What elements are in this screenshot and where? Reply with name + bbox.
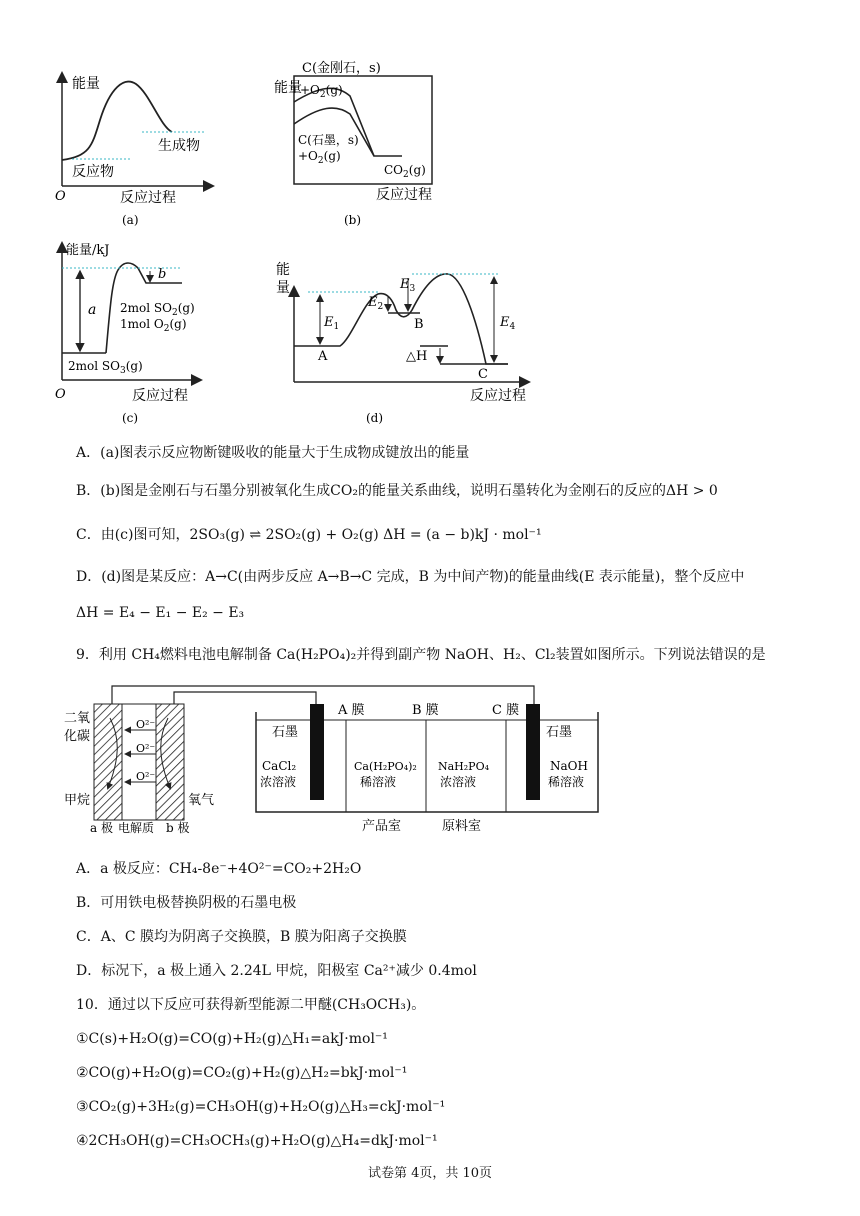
- x-label: 反应过程: [132, 388, 188, 404]
- membrane-c-label: C 膜: [492, 703, 520, 718]
- figure-d: [272, 258, 538, 428]
- sol4-label-2: 稀溶液: [548, 775, 585, 789]
- y-label: 能量: [72, 76, 100, 92]
- x-label: 反应过程: [470, 388, 526, 404]
- a-point: A: [318, 349, 328, 364]
- figure-a: [50, 68, 220, 228]
- co2-label-1: 二氧: [64, 711, 91, 726]
- sol3-label-2: 浓溶液: [440, 775, 477, 789]
- q8-option-d: D．(d)图是某反应：A→C(由两步反应 A→B→C 完成，B 为中间产物)的能量曲线(E 表示能量)，整个反应中: [76, 569, 745, 585]
- x-label: 反应过程: [376, 187, 432, 203]
- b-electrode: [156, 704, 184, 820]
- a-electrode: [94, 704, 122, 820]
- anode-graphite: [310, 704, 324, 800]
- q8-option-d-formula: ΔH = E₄ − E₁ − E₂ − E₃: [76, 605, 245, 621]
- sol3-label-1: NaH₂PO₄: [438, 760, 490, 773]
- ch4-label: 甲烷: [64, 793, 91, 808]
- y-label: 能量/kJ: [66, 243, 110, 258]
- origin-label: O: [55, 189, 66, 204]
- membrane-a-label: A 膜: [338, 703, 365, 718]
- q9-option-a: A．a 极反应：CH₄-8e⁻+4O²⁻=CO₂+2H₂O: [76, 861, 362, 877]
- top-label-1: C(金刚石，s): [302, 61, 381, 76]
- e1-label: $E_1$: [324, 315, 340, 332]
- a-pole-label: a 极: [90, 821, 113, 835]
- o2-ion-2: O²⁻: [136, 742, 156, 755]
- q9-option-d: D．标况下，a 极上通入 2.24L 甲烷，阳极室 Ca²⁺减少 0.4mol: [76, 963, 477, 979]
- o2-label: 氧气: [188, 793, 215, 808]
- o2-ion-3: O²⁻: [136, 770, 156, 783]
- graphite-left-label: 石墨: [272, 725, 299, 740]
- e3-label: $E_3$: [400, 277, 416, 294]
- graphite-right-label: 石墨: [546, 725, 573, 740]
- b-pole-label: b 极: [166, 821, 190, 835]
- figure-b: [272, 58, 452, 228]
- origin-label: O: [55, 387, 66, 402]
- e4-label: $E_4$: [500, 315, 516, 332]
- q8-option-b: B．(b)图是金刚石与石墨分别被氧化生成CO₂的能量关系曲线，说明石墨转化为金刚石的反应的ΔH > 0: [76, 483, 718, 499]
- caption-a: (a): [122, 213, 139, 227]
- e2-label: $E_2$: [368, 295, 384, 312]
- electrolysis-figure: [60, 678, 620, 838]
- product-label: 生成物: [158, 138, 200, 154]
- a-label: a: [88, 302, 97, 318]
- mid-label-2: $+O_2(g)$: [298, 149, 341, 166]
- figure-c: [50, 238, 230, 428]
- caption-d: (d): [366, 411, 384, 425]
- q9-option-b: B．可用铁电极替换阴极的石墨电极: [76, 895, 297, 911]
- c-point: C: [478, 367, 488, 382]
- b-label: b: [158, 267, 167, 282]
- product-room-label: 产品室: [362, 819, 402, 834]
- q8-option-a: A．(a)图表示反应物断键吸收的能量大于生成物成键放出的能量: [76, 445, 470, 461]
- y-label: 能量: [274, 80, 302, 96]
- q10-eq-1: ①C(s)+H₂O(g)=CO(g)+H₂(g)△H₁=akJ·mol⁻¹: [76, 1031, 388, 1047]
- sol4-label-1: NaOH: [550, 759, 588, 773]
- electrolyte-label: 电解质: [118, 821, 155, 835]
- q10-eq-4: ④2CH₃OH(g)=CH₃OCH₃(g)+H₂O(g)△H₄=dkJ·mol⁻¹: [76, 1133, 438, 1149]
- energy-curve: [62, 82, 172, 160]
- state-1: 2mol $SO_2(g)$: [120, 301, 195, 318]
- y-label-2: 量: [276, 280, 290, 296]
- state-2: 1mol $O_2(g)$: [120, 317, 187, 334]
- wire-a-to-cathode: [112, 686, 534, 704]
- q10-stem: 10．通过以下反应可获得新型能源二甲醚(CH₃OCH₃)。: [76, 997, 426, 1013]
- co2-label-2: 化碳: [64, 729, 91, 744]
- y-label-1: 能: [276, 262, 290, 278]
- sol1-label-2: 浓溶液: [260, 775, 297, 789]
- q8-option-c: C．由(c)图可知，2SO₃(g) ⇌ 2SO₂(g) + O₂(g) ΔH = (a − b)kJ · mol⁻¹: [76, 527, 542, 543]
- top-label-2: $+O_2(g)$: [300, 83, 343, 100]
- q10-eq-3: ③CO₂(g)+3H₂(g)=CH₃OH(g)+H₂O(g)△H₃=ckJ·mol⁻¹: [76, 1099, 446, 1115]
- caption-b: (b): [344, 213, 362, 227]
- membrane-b-label: B 膜: [412, 703, 439, 718]
- product-label: $CO_2(g)$: [384, 163, 426, 180]
- q9-option-c: C．A、C 膜均为阴离子交换膜，B 膜为阳离子交换膜: [76, 929, 407, 945]
- b-point: B: [414, 317, 424, 332]
- cathode-graphite: [526, 704, 540, 800]
- caption-c: (c): [122, 411, 139, 425]
- dh-label: △H: [406, 349, 428, 364]
- raw-room-label: 原料室: [442, 819, 482, 834]
- q10-eq-2: ②CO(g)+H₂O(g)=CO₂(g)+H₂(g)△H₂=bkJ·mol⁻¹: [76, 1065, 408, 1081]
- sol2-label-2: 稀溶液: [360, 775, 397, 789]
- bottom-label: 2mol $SO_3(g)$: [68, 359, 143, 376]
- sol2-label-1: Ca(H₂PO₄)₂: [354, 760, 417, 773]
- x-label: 反应过程: [120, 190, 176, 206]
- reactant-label: 反应物: [72, 164, 114, 180]
- mid-label-1: C(石墨，s): [298, 133, 359, 147]
- wire-b-to-anode: [174, 692, 316, 704]
- sol1-label-1: CaCl₂: [262, 759, 297, 773]
- q9-stem: 9．利用 CH₄燃料电池电解制备 Ca(H₂PO₄)₂并得到副产物 NaOH、H₂、Cl₂装置如图所示。下列说法错误的是: [76, 647, 766, 663]
- page-footer: 试卷第 4页，共 10页: [367, 1166, 493, 1181]
- o2-ion-1: O²⁻: [136, 718, 156, 731]
